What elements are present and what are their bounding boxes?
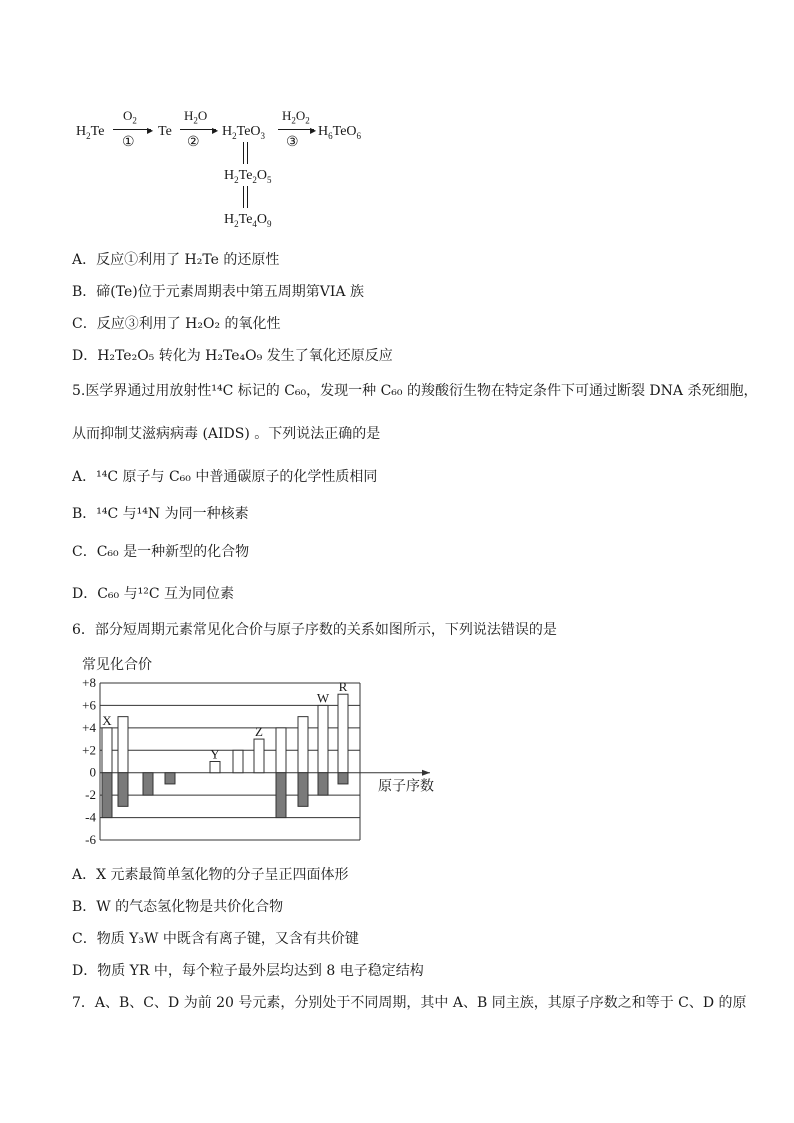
arrow3-reagent: $H_2O_2$ — [282, 108, 310, 126]
y-tick-label: +4 — [82, 719, 96, 735]
equilibrium-arrow-2a — [243, 186, 244, 208]
positive-valence-bar — [118, 717, 128, 773]
q6-option-b: B．W 的气态氢化物是共价化合物 — [72, 899, 284, 915]
q4-option-c: C．反应③利用了 H₂O₂ 的氧化性 — [72, 316, 281, 332]
q5-option-d: D．C₆₀ 与¹²C 互为同位素 — [72, 586, 234, 602]
negative-valence-bar — [276, 773, 286, 818]
y-tick-label: +6 — [82, 697, 96, 713]
h2te4o9-formula: $H_2Te_4O_9$ — [224, 212, 272, 229]
y-tick-label: +2 — [82, 742, 96, 758]
positive-valence-bar — [233, 750, 243, 772]
q7-stem: 7．A、B、C、D 为前 20 号元素，分别处于不同周期，其中 A、B 同主族，其原子序数之和等于 C、D 的原 — [72, 995, 747, 1011]
negative-valence-bar — [165, 773, 175, 784]
arrow3-number: ③ — [286, 135, 299, 150]
positive-valence-bar — [102, 728, 112, 773]
x-axis-arrowhead — [422, 770, 430, 776]
positive-valence-bar — [254, 739, 264, 773]
positive-valence-bar — [298, 717, 308, 773]
y-tick-label: +8 — [82, 675, 96, 690]
q6-option-c: C．物质 Y₃W 中既含有离子键，又含有共价键 — [72, 931, 359, 947]
negative-valence-bar — [118, 773, 128, 807]
y-tick-label: -4 — [85, 809, 96, 825]
negative-valence-bar — [318, 773, 328, 795]
q5-option-c: C．C₆₀ 是一种新型的化合物 — [72, 544, 250, 560]
arrow1-number: ① — [122, 135, 135, 150]
arrow2-reagent: $H_2O$ — [184, 108, 208, 126]
q6-stem: 6．部分短周期元素常见化合价与原子序数的关系如图所示，下列说法错误的是 — [72, 622, 557, 638]
equilibrium-arrow-1b — [247, 142, 248, 164]
h2teo3-formula: $H_2TeO_3$ — [222, 124, 266, 141]
negative-valence-bar — [102, 773, 112, 818]
arrow1-head: ▶ — [147, 126, 154, 135]
y-tick-label: -6 — [85, 832, 96, 847]
negative-valence-bar — [143, 773, 153, 795]
equilibrium-arrow-1a — [243, 142, 244, 164]
element-label: Y — [210, 746, 220, 762]
y-axis-label: 常见化合价 — [82, 658, 152, 673]
positive-valence-bar — [338, 694, 348, 773]
equilibrium-arrow-2b — [247, 186, 248, 208]
q5-stem-line1: 5.医学界通过用放射性¹⁴C 标记的 C₆₀，发现一种 C₆₀ 的羧酸衍生物在特定条件下可通过断裂 DNA 杀死细胞， — [72, 383, 758, 399]
arrow3-head: ▶ — [310, 126, 317, 135]
element-label: W — [316, 690, 330, 706]
element-label: Z — [255, 724, 263, 740]
y-tick-label: -2 — [85, 787, 96, 803]
q5-option-a: A．¹⁴C 原子与 C₆₀ 中普通碳原子的化学性质相同 — [72, 469, 378, 485]
q5-option-b: B．¹⁴C 与¹⁴N 为同一种核素 — [72, 506, 249, 522]
positive-valence-bar — [210, 762, 220, 773]
q4-option-a: A．反应①利用了 H₂Te 的还原性 — [72, 252, 280, 268]
h2te-formula: $H_2Te$ — [76, 124, 105, 141]
te-formula: Te — [158, 124, 172, 139]
arrow3 — [278, 129, 314, 130]
arrow2-head: ▶ — [212, 126, 219, 135]
valence-chart-svg — [70, 650, 450, 850]
valence-chart — [70, 650, 450, 850]
arrow1-reagent: $O_2$ — [123, 108, 137, 126]
q4-option-d: D．H₂Te₂O₅ 转化为 H₂Te₄O₉ 发生了氧化还原反应 — [72, 348, 393, 364]
h6teo6-formula: $H_6TeO_6$ — [318, 124, 362, 141]
negative-valence-bar — [298, 773, 308, 807]
arrow1 — [113, 129, 151, 130]
element-label: R — [338, 679, 348, 695]
q6-option-d: D．物质 YR 中，每个粒子最外层均达到 8 电子稳定结构 — [72, 963, 424, 979]
arrow2 — [180, 129, 216, 130]
q6-option-a: A．X 元素最简单氢化物的分子呈正四面体形 — [72, 867, 349, 883]
positive-valence-bar — [318, 705, 328, 772]
y-tick-label: 0 — [89, 764, 96, 780]
q4-option-b: B．碲(Te)位于元素周期表中第五周期第VIA 族 — [72, 284, 364, 300]
positive-valence-bar — [276, 728, 286, 773]
negative-valence-bar — [338, 773, 348, 784]
element-label: X — [102, 712, 112, 728]
arrow2-number: ② — [187, 135, 200, 150]
x-axis-label: 原子序数 — [378, 779, 434, 795]
q5-stem-line2: 从而抑制艾滋病病毒 (AIDS) 。下列说法正确的是 — [72, 426, 381, 442]
h2te2o5-formula: $H_2Te_2O_5$ — [224, 168, 272, 185]
